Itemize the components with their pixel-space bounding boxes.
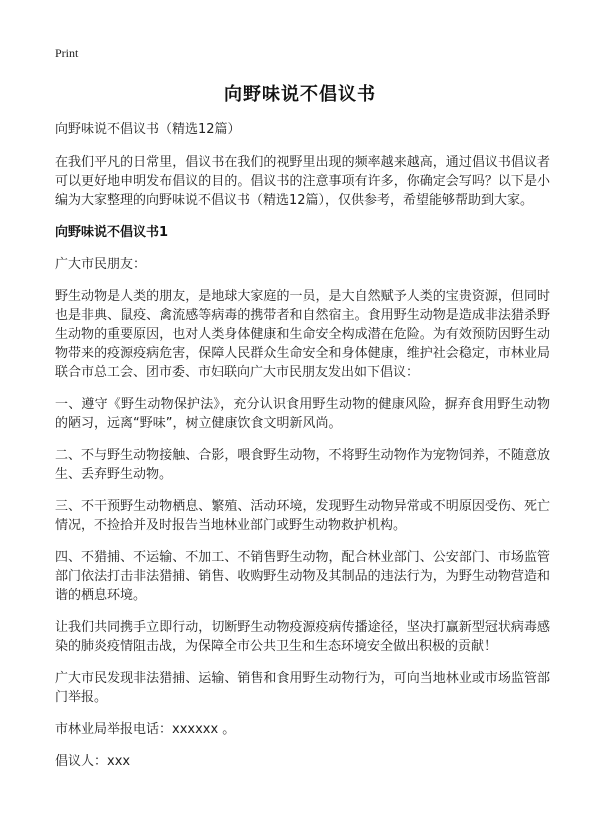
document-body <box>55 120 550 784</box>
body-paragraph: 野生动物是人类的朋友，是地球大家庭的一员，是大自然赋予人类的宝贵资源，但同时也是非典、鼠疫、禽流感等病毒的携带者和自然宿主。食用野生动物是造成非法猎杀野生动物的重要原因，也对人类身体健康和生命安全构成潜在危险。为有效预防因野生动物带来的疫源疫病危害，保障人民群众生命安全和身体健康，维护社会稳定，市林业局联合市总工会、团市委、市妇联向广大市民朋友发出如下倡议： <box>55 289 550 380</box>
proposal-item-3: 三、不干预野生动物栖息、繁殖、活动环境，发现野生动物异常或不明原因受伤、死亡情况，不捡拾并及时报告当地林业部门或野生动物救护机构。 <box>55 499 550 533</box>
document-subtitle: 向野味说不倡议书（精选12篇） <box>55 122 241 137</box>
proposal-item-2: 二、不与野生动物接触、合影，喂食野生动物，不将野生动物作为宠物饲养，不随意放生、丢弃野生动物。 <box>55 448 550 482</box>
page-title: 向野味说不倡议书 <box>224 84 376 105</box>
report-notice: 广大市民发现非法猎捕、运输、销售和食用野生动物行为，可向当地林业或市场监管部门举报。 <box>55 671 550 705</box>
salutation: 广大市民朋友： <box>55 257 147 272</box>
intro-paragraph: 在我们平凡的日常里，倡议书在我们的视野里出现的频率越来越高，通过倡议书倡议者可以更好地申明发布倡议的目的。倡议书的注意事项有许多，你确定会写吗？以下是小编为大家整理的向野味说不倡议书（精选12篇），仅供参考，希望能够帮助到大家。 <box>55 155 550 208</box>
proposal-item-4: 四、不猎捕、不运输、不加工、不销售野生动物，配合林业部门、公安部门、市场监管部门依法打击非法猎捕、销售、收购野生动物及其制品的违法行为，为野生动物营造和谐的栖息环境。 <box>55 550 550 603</box>
signatory: 倡议人：xxx <box>55 754 131 769</box>
report-phone: 市林业局举报电话：xxxxxx 。 <box>55 722 236 737</box>
section-heading: 向野味说不倡议书1 <box>55 225 169 240</box>
proposal-item-1: 一、遵守《野生动物保护法》，充分认识食用野生动物的健康风险，摒弃食用野生动物的陋习，远离“野味”，树立健康饮食文明新风尚。 <box>55 397 550 431</box>
call-to-action: 让我们共同携手立即行动，切断野生动物疫源疫病传播途径，坚决打赢新型冠状病毒感染的肺炎疫情阻击战，为保障全市公共卫生和生态环境安全做出积极的贡献！ <box>55 620 550 654</box>
print-link[interactable]: Print <box>55 46 79 60</box>
